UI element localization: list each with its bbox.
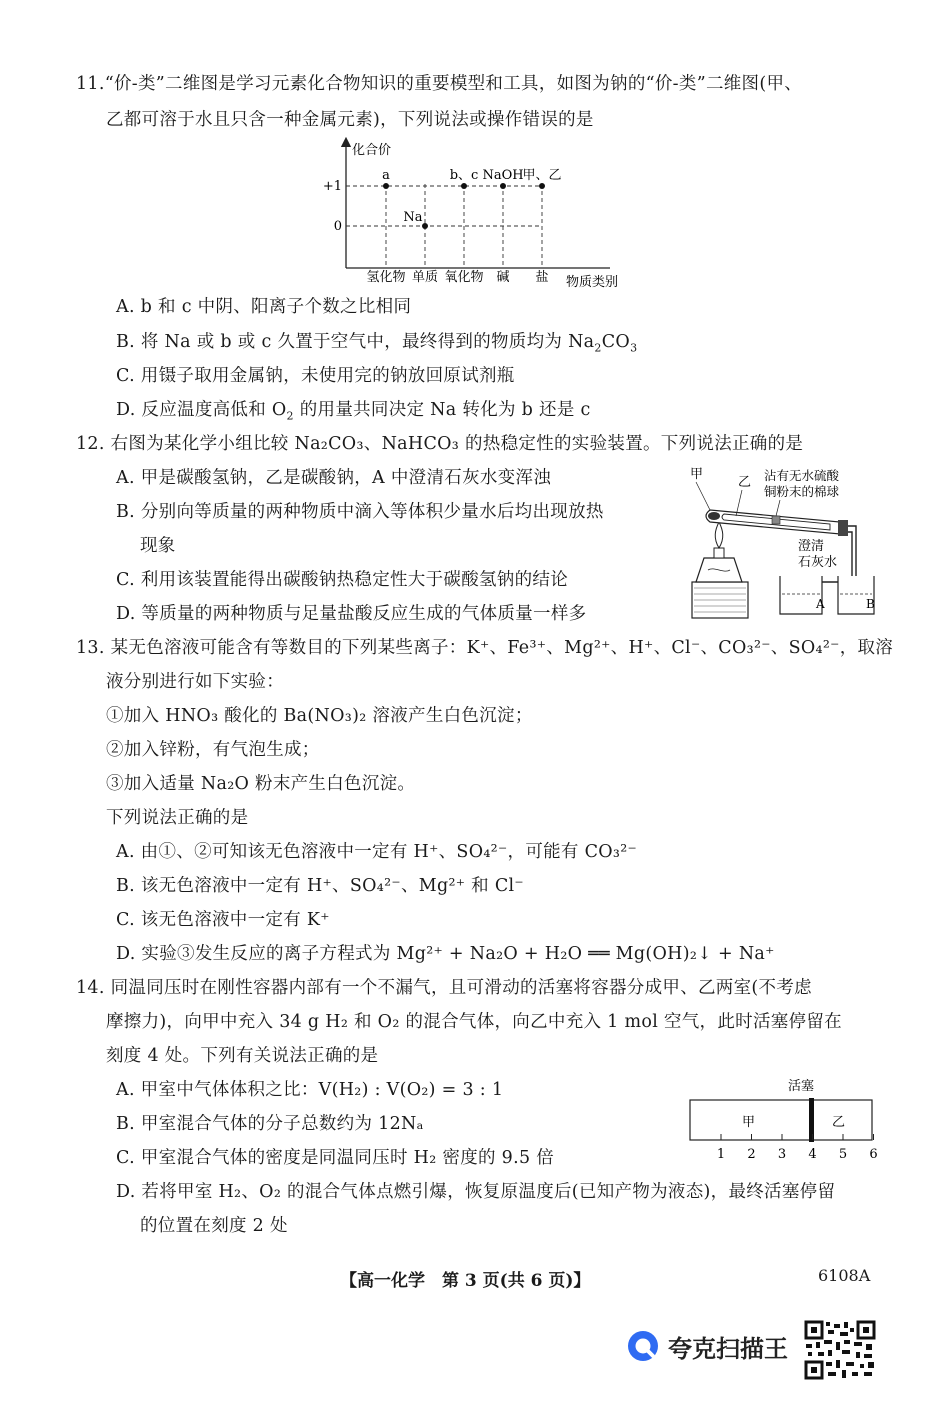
page-footer: 【高一化学 第 3 页(共 6 页)】 (340, 1271, 591, 1291)
piston-container-figure (686, 1074, 880, 1164)
y-tick-label: 0 (333, 219, 342, 234)
q12-option-c: C. 利用该装置能得出碳酸钠热稳定性大于碳酸氢钠的结论 (116, 570, 568, 590)
x-tick-label: 氢化物 (366, 270, 406, 285)
q13-option-b: B. 该无色溶液中一定有 H⁺、SO₄²⁻、Mg²⁺ 和 Cl⁻ (116, 876, 524, 896)
sub: 2 (594, 341, 602, 355)
quark-logo-icon (626, 1329, 660, 1363)
label-lime-line1: 澄清 (798, 539, 825, 554)
label-cotton-line2: 铜粉末的棉球 (764, 484, 840, 499)
q14-option-d-line1: D. 若将甲室 H₂、O₂ 的混合气体点燃引爆，恢复原温度后(已知产物为液态)，最终活塞停留 (116, 1182, 836, 1202)
data-point (500, 183, 506, 189)
x-tick-label: 盐 (535, 270, 549, 285)
q11-option-d-tail: 的用量共同决定 Na 转化为 b 还是 c (293, 400, 591, 420)
valence-category-chart (310, 136, 640, 292)
data-point-label: NaOH (482, 168, 524, 183)
q13-option-a: A. 由①、②可知该无色溶液中一定有 H⁺、SO₄²⁻，可能有 CO₃²⁻ (116, 842, 638, 862)
x-tick-label: 氧化物 (444, 270, 484, 285)
label-jia: 甲 (742, 1115, 756, 1130)
q11-option-a: A. b 和 c 中阴、阳离子个数之比相同 (116, 297, 412, 317)
q13-experiment-1: ①加入 HNO₃ 酸化的 Ba(NO₃)₂ 溶液产生白色沉淀； (106, 706, 533, 726)
q12-option-a: A. 甲是碳酸氢钠，乙是碳酸钠，A 中澄清石灰水变浑浊 (116, 468, 552, 488)
q12-option-b-line2: 现象 (140, 536, 176, 556)
x-tick-label: 碱 (496, 270, 510, 285)
label-yi: 乙 (738, 475, 752, 490)
q14-stem-line3: 刻度 4 处。下列有关说法正确的是 (106, 1046, 379, 1066)
label-beaker-b: B (866, 597, 875, 611)
label-cotton-line1: 沾有无水硫酸 (764, 468, 840, 483)
data-point (422, 223, 428, 229)
lamp-flame (715, 522, 723, 548)
y-tick-label: +1 (322, 179, 342, 194)
paper-code: 6108A (818, 1266, 871, 1285)
q11-option-b-formula: CO (601, 332, 631, 352)
q14-stem-line2: 摩擦力)，向甲中充入 34 g H₂ 和 O₂ 的混合气体，向乙中充入 1 mol 空气，此时活塞停留在 (106, 1012, 842, 1032)
ruler-tick-label: 2 (747, 1147, 756, 1162)
q13-option-d: D. 实验③发生反应的离子方程式为 Mg²⁺ + Na₂O + H₂O ══ Mg(OH)₂↓ + Na⁺ (116, 944, 775, 964)
piston (809, 1098, 814, 1142)
q14-option-c: C. 甲室混合气体的密度是同温同压时 H₂ 密度的 9.5 倍 (116, 1148, 555, 1168)
q13-option-c: C. 该无色溶液中一定有 K⁺ (116, 910, 330, 930)
sub: 3 (630, 341, 638, 355)
label-yi: 乙 (832, 1115, 846, 1130)
cotton-ball (772, 516, 780, 524)
q11-option-b-text: B. 将 Na 或 b 或 c 久置于空气中，最终得到的物质均为 Na (116, 332, 595, 352)
q13-experiment-3: ③加入适量 Na₂O 粉末产生白色沉淀。 (106, 774, 416, 794)
q12-option-d: D. 等质量的两种物质与足量盐酸反应生成的气体质量一样多 (116, 604, 587, 624)
q14-option-d-line2: 的位置在刻度 2 处 (140, 1216, 288, 1236)
q13-stem-line2: 液分别进行如下实验： (106, 672, 284, 692)
ruler-tick-label: 4 (808, 1147, 817, 1162)
q12-option-b-line1: B. 分别向等质量的两种物质中滴入等体积少量水后均出现放热 (116, 502, 604, 522)
q11-option-d (116, 398, 591, 422)
label-piston: 活塞 (788, 1079, 815, 1094)
ruler-tick-label: 5 (838, 1147, 848, 1162)
q14-option-b: B. 甲室混合气体的分子总数约为 12Nₐ (116, 1114, 424, 1134)
ruler-tick-label: 6 (869, 1147, 878, 1162)
q14-option-a: A. 甲室中气体体积之比：V(H₂) : V(O₂) = 3 : 1 (116, 1080, 504, 1100)
q11-stem-line1: 11.“价-类”二维图是学习元素化合物知识的重要模型和工具，如图为钠的“价-类”二维图(甲、 (76, 74, 803, 94)
scanner-watermark (626, 1326, 796, 1366)
data-point (539, 183, 545, 189)
data-point-label: a (382, 168, 390, 183)
sub: 2 (286, 409, 294, 423)
label-beaker-a: A (816, 597, 825, 611)
q11-stem-line2: 乙都可溶于水且只含一种金属元素)，下列说法或操作错误的是 (106, 110, 594, 130)
q12-stem: 12. 右图为某化学小组比较 Na₂CO₃、NaHCO₃ 的热稳定性的实验装置。下列说法正确的是 (76, 434, 804, 454)
x-tick-label: 单质 (411, 270, 439, 285)
y-axis-label: 化合价 (352, 143, 392, 158)
data-point-label: 甲、乙 (522, 168, 562, 183)
data-point (383, 183, 389, 189)
ruler-tick-label: 1 (716, 1147, 726, 1162)
data-point-label: b、c (449, 168, 479, 183)
thermal-stability-apparatus (680, 462, 880, 622)
label-jia: 甲 (690, 467, 704, 482)
x-axis-label: 物质类别 (566, 275, 619, 290)
label-lime-line2: 石灰水 (798, 555, 838, 570)
ruler-tick-label: 3 (777, 1147, 787, 1162)
q11-option-d-text: D. 反应温度高低和 O (116, 400, 287, 420)
q11-option-c: C. 用镊子取用金属钠，未使用完的钠放回原试剂瓶 (116, 366, 515, 386)
scanner-brand-name: 夸克扫描王 (668, 1334, 788, 1363)
data-point (461, 183, 467, 189)
q13-prompt: 下列说法正确的是 (106, 808, 249, 828)
q14-stem-line1: 14. 同温同压时在刚性容器内部有一个不漏气，且可滑动的活塞将容器分成甲、乙两室(不考虑 (76, 978, 812, 998)
q11-option-b (116, 330, 637, 354)
data-point-label: Na (403, 210, 423, 225)
q13-stem-line1: 13. 某无色溶液可能含有等数目的下列某些离子：K⁺、Fe³⁺、Mg²⁺、H⁺、Cl⁻、CO₃²⁻、SO₄²⁻，取溶 (76, 638, 894, 658)
qr-code-icon (804, 1320, 876, 1380)
q13-experiment-2: ②加入锌粉，有气泡生成； (106, 740, 320, 760)
